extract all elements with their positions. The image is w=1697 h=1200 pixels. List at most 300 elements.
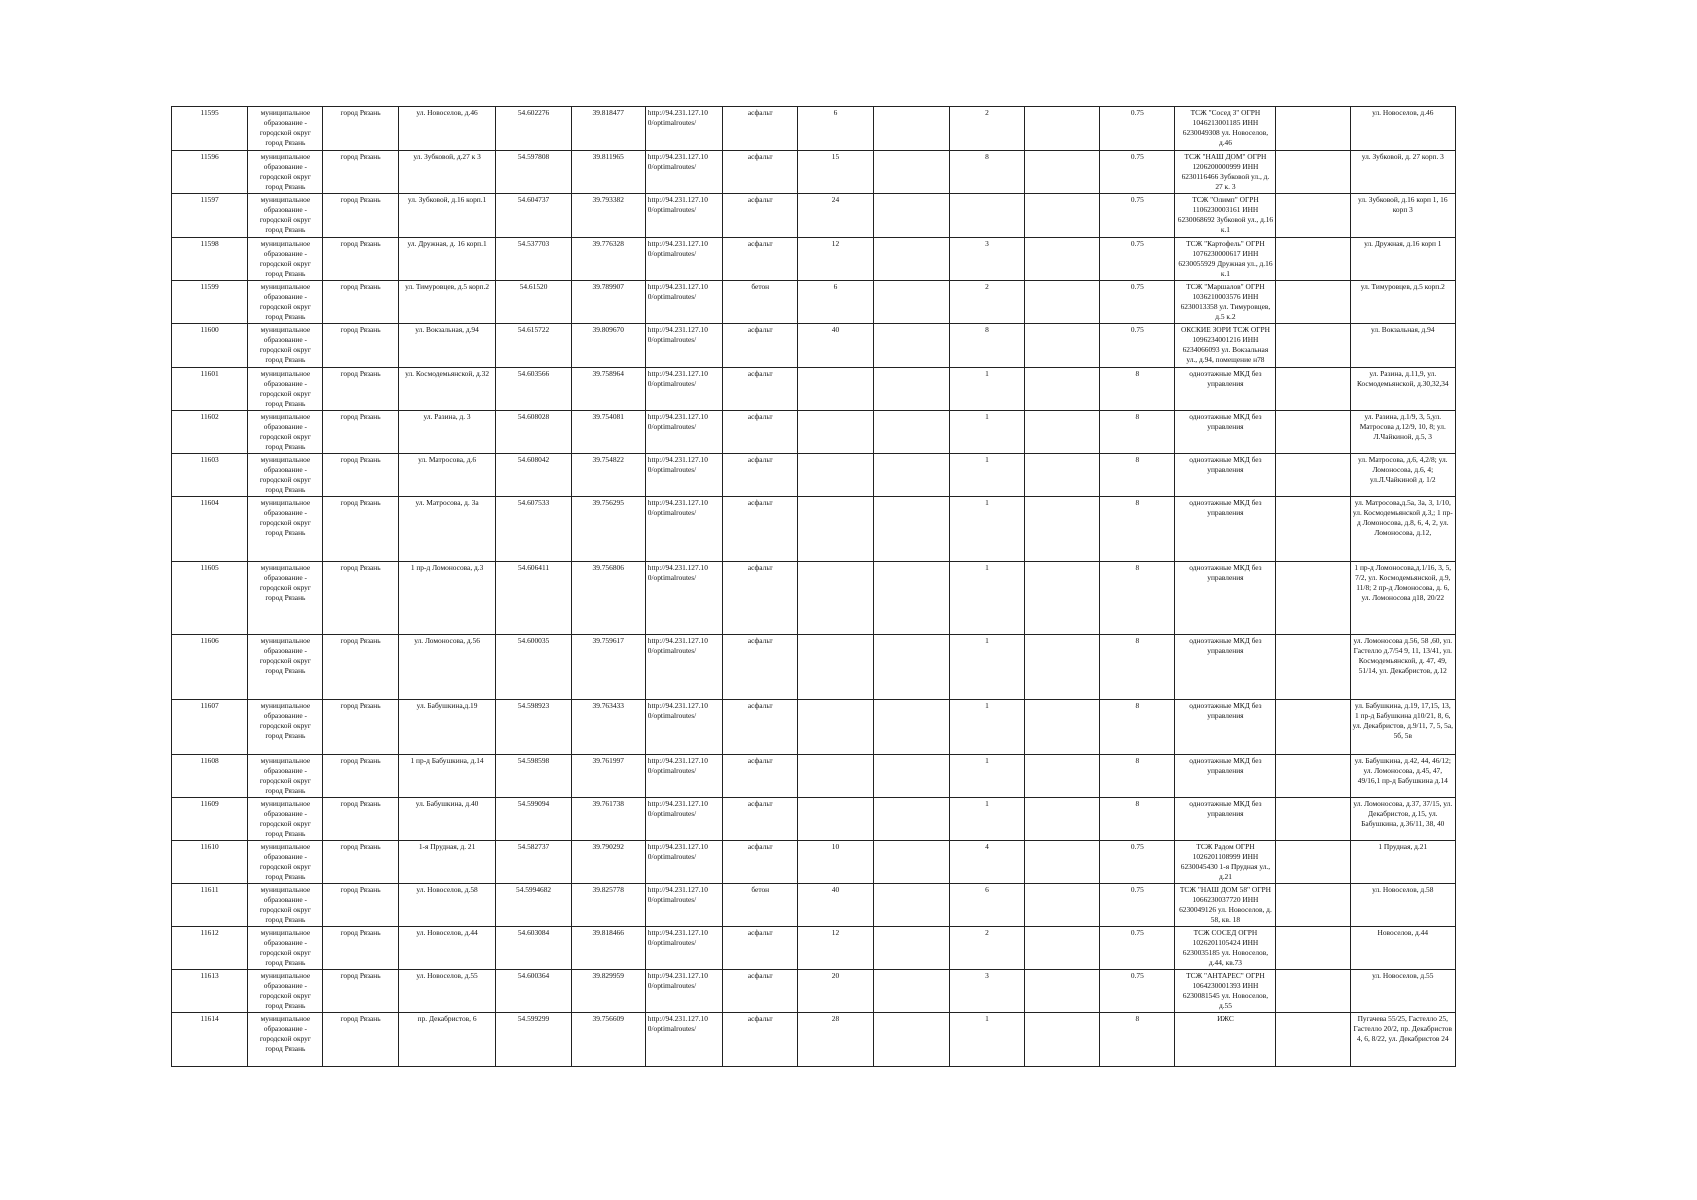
cell-address: ул. Бабушкина,д.19: [398, 700, 496, 755]
cell-empty: [1025, 635, 1100, 700]
cell-longitude: 39.758964: [571, 368, 645, 411]
cell-link[interactable]: http://94.231.127.10 0/optimalroutes/: [645, 798, 722, 841]
cell-area: [798, 562, 873, 635]
cell-volume: 8: [1100, 368, 1175, 411]
cell-cover: асфальт: [723, 1013, 798, 1067]
table-row: [172, 927, 1456, 970]
cell-cover: асфальт: [723, 635, 798, 700]
cell-container-count: 1: [949, 1013, 1024, 1067]
cell-address: ул. Новоселов, д.58: [398, 884, 496, 927]
cell-area: 6: [798, 107, 873, 151]
cell-container-count: 2: [949, 927, 1024, 970]
cell-link[interactable]: http://94.231.127.10 0/optimalroutes/: [645, 562, 722, 635]
cell-municipality: муниципальное образование - городской округ город Рязань: [248, 324, 323, 368]
cell-municipality: муниципальное образование - городской округ город Рязань: [248, 238, 323, 281]
cell-address: 1-я Прудная, д. 21: [398, 841, 496, 884]
cell-city: город Рязань: [323, 841, 398, 884]
cell-address: ул. Космодемьянской, д.32: [398, 368, 496, 411]
table-row: [172, 884, 1456, 927]
cell-container-count: 1: [949, 798, 1024, 841]
cell-container-count: [949, 194, 1024, 238]
cell-empty: [873, 411, 949, 454]
table-row: [172, 798, 1456, 841]
cell-city: город Рязань: [323, 700, 398, 755]
cell-address: ул. Новоселов, д.55: [398, 970, 496, 1013]
cell-source: ул. Бабушкина, д.19, 17,15, 13, 1 пр-д Бабушкина д10/21, 8, 6, ул. Декабристов, д.9/11, 7, 5, 5а, 5б, 5в: [1350, 700, 1455, 755]
cell-empty: [1276, 238, 1350, 281]
cell-owner: ИЖС: [1175, 1013, 1276, 1067]
cell-owner: одноэтажные МКД без управления: [1175, 798, 1276, 841]
cell-city: город Рязань: [323, 238, 398, 281]
cell-container-count: 1: [949, 497, 1024, 562]
cell-empty: [1276, 151, 1350, 194]
cell-number: 11605: [172, 562, 248, 635]
cell-empty: [1025, 700, 1100, 755]
cell-city: город Рязань: [323, 755, 398, 798]
cell-number: 11614: [172, 1013, 248, 1067]
cell-address: пр. Декабристов, 6: [398, 1013, 496, 1067]
cell-city: город Рязань: [323, 281, 398, 324]
cell-owner: ТСЖ "НАШ ДОМ 58" ОГРН 1066230037720 ИНН 6230049126 ул. Новоселов, д. 58, кв. 18: [1175, 884, 1276, 927]
cell-city: город Рязань: [323, 497, 398, 562]
cell-empty: [1276, 1013, 1350, 1067]
cell-owner: одноэтажные МКД без управления: [1175, 755, 1276, 798]
cell-latitude: 54.603084: [496, 927, 571, 970]
cell-empty: [873, 194, 949, 238]
cell-address: ул. Вокзальная, д.94: [398, 324, 496, 368]
cell-longitude: 39.829959: [571, 970, 645, 1013]
cell-cover: асфальт: [723, 798, 798, 841]
cell-cover: асфальт: [723, 497, 798, 562]
cell-link[interactable]: http://94.231.127.10 0/optimalroutes/: [645, 194, 722, 238]
table-row: [172, 324, 1456, 368]
cell-container-count: 1: [949, 562, 1024, 635]
table-row: [172, 841, 1456, 884]
cell-area: 40: [798, 324, 873, 368]
cell-city: город Рязань: [323, 562, 398, 635]
cell-container-count: 1: [949, 411, 1024, 454]
cell-link[interactable]: http://94.231.127.10 0/optimalroutes/: [645, 238, 722, 281]
cell-owner: одноэтажные МКД без управления: [1175, 700, 1276, 755]
cell-empty: [1025, 107, 1100, 151]
table-row: [172, 107, 1456, 151]
cell-empty: [1025, 798, 1100, 841]
cell-empty: [1276, 497, 1350, 562]
cell-address: 1 пр-д Бабушкина, д.14: [398, 755, 496, 798]
cell-empty: [1276, 970, 1350, 1013]
cell-source: ул. Разина, д.11,9, ул. Космодемьянской, д.30,32,34: [1350, 368, 1455, 411]
cell-empty: [1025, 194, 1100, 238]
cell-area: 40: [798, 884, 873, 927]
cell-number: 11595: [172, 107, 248, 151]
cell-empty: [1025, 454, 1100, 497]
cell-number: 11601: [172, 368, 248, 411]
cell-owner: одноэтажные МКД без управления: [1175, 454, 1276, 497]
cell-empty: [1025, 1013, 1100, 1067]
cell-number: 11613: [172, 970, 248, 1013]
cell-empty: [1276, 368, 1350, 411]
cell-latitude: 54.598598: [496, 755, 571, 798]
cell-number: 11607: [172, 700, 248, 755]
cell-empty: [1025, 281, 1100, 324]
cell-owner: одноэтажные МКД без управления: [1175, 562, 1276, 635]
cell-source: ул. Новоселов, д.55: [1350, 970, 1455, 1013]
cell-latitude: 54.599094: [496, 798, 571, 841]
cell-number: 11606: [172, 635, 248, 700]
cell-empty: [1025, 238, 1100, 281]
cell-area: [798, 635, 873, 700]
cell-municipality: муниципальное образование - городской округ город Рязань: [248, 927, 323, 970]
cell-link[interactable]: http://94.231.127.10 0/optimalroutes/: [645, 700, 722, 755]
cell-cover: асфальт: [723, 368, 798, 411]
cell-municipality: муниципальное образование - городской округ город Рязань: [248, 454, 323, 497]
cell-source: Новоселов, д.44: [1350, 927, 1455, 970]
cell-area: [798, 368, 873, 411]
cell-municipality: муниципальное образование - городской округ город Рязань: [248, 368, 323, 411]
cell-empty: [1025, 497, 1100, 562]
cell-container-count: 6: [949, 884, 1024, 927]
cell-city: город Рязань: [323, 194, 398, 238]
cell-owner: ТСЖ "Сосед 3" ОГРН 1046213001185 ИНН 6230049308 ул. Новоселов, д.46: [1175, 107, 1276, 151]
table-row: [172, 635, 1456, 700]
cell-source: ул. Бабушкина, д.42, 44, 46/12; ул. Ломоносова, д.45, 47, 49/16,1 пр-д Бабушкина д.14: [1350, 755, 1455, 798]
cell-city: город Рязань: [323, 884, 398, 927]
table-row: [172, 194, 1456, 238]
cell-cover: асфальт: [723, 238, 798, 281]
cell-empty: [1276, 884, 1350, 927]
cell-source: 1 Прудная, д.21: [1350, 841, 1455, 884]
cell-empty: [873, 927, 949, 970]
table-row: [172, 281, 1456, 324]
cell-empty: [873, 970, 949, 1013]
cell-source: ул. Тимуровцев, д.5 корп.2: [1350, 281, 1455, 324]
cell-area: [798, 411, 873, 454]
cell-number: 11596: [172, 151, 248, 194]
table-row: [172, 700, 1456, 755]
cell-longitude: 39.809670: [571, 324, 645, 368]
cell-volume: 0.75: [1100, 841, 1175, 884]
cell-container-count: 3: [949, 970, 1024, 1013]
cell-volume: 8: [1100, 755, 1175, 798]
cell-volume: 8: [1100, 411, 1175, 454]
cell-municipality: муниципальное образование - городской округ город Рязань: [248, 151, 323, 194]
cell-empty: [1025, 927, 1100, 970]
cell-longitude: 39.790292: [571, 841, 645, 884]
cell-municipality: муниципальное образование - городской округ город Рязань: [248, 841, 323, 884]
cell-number: 11598: [172, 238, 248, 281]
cell-empty: [1276, 562, 1350, 635]
cell-longitude: 39.793382: [571, 194, 645, 238]
cell-container-count: 2: [949, 281, 1024, 324]
cell-link[interactable]: http://94.231.127.10 0/optimalroutes/: [645, 411, 722, 454]
cell-empty: [1276, 700, 1350, 755]
cell-empty: [1276, 107, 1350, 151]
cell-empty: [1276, 411, 1350, 454]
cell-cover: бетон: [723, 281, 798, 324]
cell-empty: [1025, 411, 1100, 454]
cell-volume: 0.75: [1100, 884, 1175, 927]
cell-empty: [873, 884, 949, 927]
cell-municipality: муниципальное образование - городской округ город Рязань: [248, 635, 323, 700]
cell-area: 20: [798, 970, 873, 1013]
cell-volume: 0.75: [1100, 281, 1175, 324]
cell-container-count: 1: [949, 368, 1024, 411]
cell-latitude: 54.600364: [496, 970, 571, 1013]
cell-area: [798, 700, 873, 755]
cell-empty: [873, 497, 949, 562]
cell-city: город Рязань: [323, 324, 398, 368]
cell-longitude: 39.818477: [571, 107, 645, 151]
cell-area: 6: [798, 281, 873, 324]
cell-source: ул. Вокзальная, д.94: [1350, 324, 1455, 368]
cell-empty: [1276, 798, 1350, 841]
cell-cover: асфальт: [723, 151, 798, 194]
cell-address: ул. Зубковой, д.27 к 3: [398, 151, 496, 194]
cell-municipality: муниципальное образование - городской округ город Рязань: [248, 497, 323, 562]
table-row: [172, 454, 1456, 497]
table-row: [172, 151, 1456, 194]
cell-city: город Рязань: [323, 635, 398, 700]
cell-latitude: 54.608028: [496, 411, 571, 454]
cell-empty: [873, 755, 949, 798]
cell-area: [798, 798, 873, 841]
cell-cover: асфальт: [723, 107, 798, 151]
cell-empty: [1276, 281, 1350, 324]
cell-empty: [1276, 324, 1350, 368]
cell-latitude: 54.603566: [496, 368, 571, 411]
cell-link[interactable]: http://94.231.127.10 0/optimalroutes/: [645, 635, 722, 700]
cell-latitude: 54.599299: [496, 1013, 571, 1067]
cell-empty: [873, 635, 949, 700]
cell-owner: ТСЖ "АНТАРЕС" ОГРН 1064230001393 ИНН 6230081545 ул. Новоселов, д.55: [1175, 970, 1276, 1013]
cell-area: [798, 454, 873, 497]
cell-container-count: 4: [949, 841, 1024, 884]
cell-number: 11609: [172, 798, 248, 841]
cell-empty: [1025, 324, 1100, 368]
cell-longitude: 39.789907: [571, 281, 645, 324]
table-row: [172, 411, 1456, 454]
cell-empty: [873, 798, 949, 841]
cell-address: ул. Зубковой, д.16 корп.1: [398, 194, 496, 238]
cell-city: город Рязань: [323, 411, 398, 454]
cell-container-count: 8: [949, 151, 1024, 194]
cell-empty: [1025, 562, 1100, 635]
cell-city: город Рязань: [323, 368, 398, 411]
cell-municipality: муниципальное образование - городской округ город Рязань: [248, 970, 323, 1013]
cell-link[interactable]: http://94.231.127.10 0/optimalroutes/: [645, 927, 722, 970]
cell-empty: [873, 281, 949, 324]
cell-number: 11597: [172, 194, 248, 238]
cell-volume: 8: [1100, 700, 1175, 755]
cell-owner: одноэтажные МКД без управления: [1175, 411, 1276, 454]
cell-area: 28: [798, 1013, 873, 1067]
cell-area: [798, 755, 873, 798]
cell-municipality: муниципальное образование - городской округ город Рязань: [248, 411, 323, 454]
cell-container-count: 1: [949, 700, 1024, 755]
cell-municipality: муниципальное образование - городской округ город Рязань: [248, 755, 323, 798]
cell-volume: 8: [1100, 562, 1175, 635]
cell-owner: ТСЖ "Картофель" ОГРН 1076230000617 ИНН 6230055929 Дружная ул., д.16 к.1: [1175, 238, 1276, 281]
cell-latitude: 54.582737: [496, 841, 571, 884]
cell-link[interactable]: http://94.231.127.10 0/optimalroutes/: [645, 107, 722, 151]
cell-empty: [1025, 884, 1100, 927]
cell-number: 11600: [172, 324, 248, 368]
cell-latitude: 54.607533: [496, 497, 571, 562]
cell-source: ул. Новоселов, д.58: [1350, 884, 1455, 927]
cell-container-count: 1: [949, 755, 1024, 798]
cell-number: 11611: [172, 884, 248, 927]
cell-link[interactable]: http://94.231.127.10 0/optimalroutes/: [645, 841, 722, 884]
cell-container-count: 3: [949, 238, 1024, 281]
cell-address: ул. Матросова, д.6: [398, 454, 496, 497]
cell-longitude: 39.756609: [571, 1013, 645, 1067]
cell-city: город Рязань: [323, 927, 398, 970]
cell-number: 11603: [172, 454, 248, 497]
cell-link[interactable]: http://94.231.127.10 0/optimalroutes/: [645, 368, 722, 411]
table-body: [172, 107, 1456, 1067]
cell-number: 11599: [172, 281, 248, 324]
cell-latitude: 54.597808: [496, 151, 571, 194]
cell-empty: [873, 368, 949, 411]
cell-number: 11612: [172, 927, 248, 970]
cell-latitude: 54.600035: [496, 635, 571, 700]
cell-source: ул. Зубковой, д.16 корп 1, 16 корп 3: [1350, 194, 1455, 238]
cell-longitude: 39.763433: [571, 700, 645, 755]
cell-empty: [873, 324, 949, 368]
cell-container-count: 1: [949, 635, 1024, 700]
table-row: [172, 562, 1456, 635]
cell-longitude: 39.776328: [571, 238, 645, 281]
cell-empty: [1025, 970, 1100, 1013]
cell-volume: 8: [1100, 635, 1175, 700]
cell-cover: асфальт: [723, 700, 798, 755]
cell-municipality: муниципальное образование - городской округ город Рязань: [248, 562, 323, 635]
cell-address: 1 пр-д Ломоносова, д.3: [398, 562, 496, 635]
cell-municipality: муниципальное образование - городской округ город Рязань: [248, 194, 323, 238]
cell-source: ул. Матросова, д.6, 4,2/8; ул. Ломоносова, д.6, 4; ул.Л.Чайкиной д. 1/2: [1350, 454, 1455, 497]
cell-address: ул. Бабушкина, д.40: [398, 798, 496, 841]
cell-link[interactable]: http://94.231.127.10 0/optimalroutes/: [645, 755, 722, 798]
cell-volume: 0.75: [1100, 107, 1175, 151]
cell-owner: одноэтажные МКД без управления: [1175, 635, 1276, 700]
cell-owner: ТСЖ "Олимп" ОГРН 1106230003161 ИНН 6230068692 Зубковой ул., д.16 к.1: [1175, 194, 1276, 238]
cell-empty: [1025, 368, 1100, 411]
cell-owner: ТСЖ "НАШ ДОМ" ОГРН 1206200000999 ИНН 6230116466 Зубковой ул., д. 27 к. 3: [1175, 151, 1276, 194]
cell-municipality: муниципальное образование - городской округ город Рязань: [248, 798, 323, 841]
cell-empty: [1025, 841, 1100, 884]
cell-volume: 0.75: [1100, 151, 1175, 194]
cell-empty: [873, 700, 949, 755]
cell-cover: асфальт: [723, 562, 798, 635]
cell-empty: [1276, 927, 1350, 970]
cell-empty: [1276, 841, 1350, 884]
cell-owner: одноэтажные МКД без управления: [1175, 497, 1276, 562]
table-row: [172, 755, 1456, 798]
table-row: [172, 368, 1456, 411]
table-row: [172, 1013, 1456, 1067]
cell-owner: ТСЖ "Маршалов" ОГРН 1036210003576 ИНН 6230013358 ул. Тимуровцев, д.5 к.2: [1175, 281, 1276, 324]
cell-address: ул. Матросова, д. 3а: [398, 497, 496, 562]
cell-latitude: 54.615722: [496, 324, 571, 368]
cell-address: ул. Новоселов, д.44: [398, 927, 496, 970]
cell-empty: [1025, 151, 1100, 194]
cell-latitude: 54.537703: [496, 238, 571, 281]
cell-number: 11602: [172, 411, 248, 454]
cell-source: ул. Разина, д.1/9, 3, 5,ул. Матросова д.12/9, 10, 8; ул. Л.Чайкиной, д.5, 3: [1350, 411, 1455, 454]
cell-empty: [873, 238, 949, 281]
cell-owner: ТСЖ Радом ОГРН 1026201108999 ИНН 6230045430 1-я Прудная ул., д.21: [1175, 841, 1276, 884]
cell-source: Пугачева 55/25, Гастелло 25, Гастелло 20/2, пр. Декабристов 4, 6, 8/22, ул. Декабристов 24: [1350, 1013, 1455, 1067]
cell-cover: бетон: [723, 884, 798, 927]
cell-link[interactable]: http://94.231.127.10 0/optimalroutes/: [645, 324, 722, 368]
cell-empty: [1276, 755, 1350, 798]
cell-area: 24: [798, 194, 873, 238]
cell-area: 15: [798, 151, 873, 194]
cell-city: город Рязань: [323, 151, 398, 194]
cell-container-count: 1: [949, 454, 1024, 497]
cell-link[interactable]: http://94.231.127.10 0/optimalroutes/: [645, 970, 722, 1013]
cell-address: ул. Ломоносова, д.56: [398, 635, 496, 700]
cell-longitude: 39.756806: [571, 562, 645, 635]
cell-cover: асфальт: [723, 411, 798, 454]
cell-empty: [873, 1013, 949, 1067]
cell-municipality: муниципальное образование - городской округ город Рязань: [248, 884, 323, 927]
cell-longitude: 39.811965: [571, 151, 645, 194]
registry-table: [171, 106, 1456, 1067]
table-row: [172, 497, 1456, 562]
cell-empty: [873, 841, 949, 884]
cell-empty: [873, 151, 949, 194]
cell-city: город Рязань: [323, 970, 398, 1013]
cell-volume: 8: [1100, 497, 1175, 562]
cell-cover: асфальт: [723, 324, 798, 368]
table-row: [172, 238, 1456, 281]
cell-source: 1 пр-д Ломоносова,д.1/16, 3, 5, 7/2, ул. Космодемьянской, д.9, 11/8; 2 пр-д Ломоносова, д. 6, ул. Ломоносова д18, 20/22: [1350, 562, 1455, 635]
cell-longitude: 39.761997: [571, 755, 645, 798]
cell-cover: асфальт: [723, 755, 798, 798]
cell-empty: [1025, 755, 1100, 798]
cell-cover: асфальт: [723, 970, 798, 1013]
cell-volume: 8: [1100, 798, 1175, 841]
cell-city: город Рязань: [323, 798, 398, 841]
cell-volume: 0.75: [1100, 194, 1175, 238]
cell-longitude: 39.759617: [571, 635, 645, 700]
cell-empty: [873, 107, 949, 151]
cell-area: 10: [798, 841, 873, 884]
cell-container-count: 8: [949, 324, 1024, 368]
cell-longitude: 39.761738: [571, 798, 645, 841]
cell-link[interactable]: http://94.231.127.10 0/optimalroutes/: [645, 281, 722, 324]
cell-latitude: 54.61520: [496, 281, 571, 324]
cell-empty: [1276, 454, 1350, 497]
cell-latitude: 54.598923: [496, 700, 571, 755]
cell-link[interactable]: http://94.231.127.10 0/optimalroutes/: [645, 1013, 722, 1067]
cell-empty: [873, 454, 949, 497]
cell-link[interactable]: http://94.231.127.10 0/optimalroutes/: [645, 454, 722, 497]
cell-volume: 0.75: [1100, 324, 1175, 368]
cell-container-count: 2: [949, 107, 1024, 151]
cell-city: город Рязань: [323, 454, 398, 497]
cell-volume: 0.75: [1100, 970, 1175, 1013]
cell-longitude: 39.756295: [571, 497, 645, 562]
cell-source: ул. Матросова,д.5а, 3а, 3, 1/10, ул. Космодемьянской д.3,; 1 пр-д Ломоносова, д.8, 6, 4, 2, ул. Ломоносова, д.12,: [1350, 497, 1455, 562]
cell-address: ул. Разина, д. 3: [398, 411, 496, 454]
cell-link[interactable]: http://94.231.127.10 0/optimalroutes/: [645, 497, 722, 562]
cell-link[interactable]: http://94.231.127.10 0/optimalroutes/: [645, 151, 722, 194]
cell-link[interactable]: http://94.231.127.10 0/optimalroutes/: [645, 884, 722, 927]
cell-owner: одноэтажные МКД без управления: [1175, 368, 1276, 411]
cell-source: ул. Новоселов, д.46: [1350, 107, 1455, 151]
